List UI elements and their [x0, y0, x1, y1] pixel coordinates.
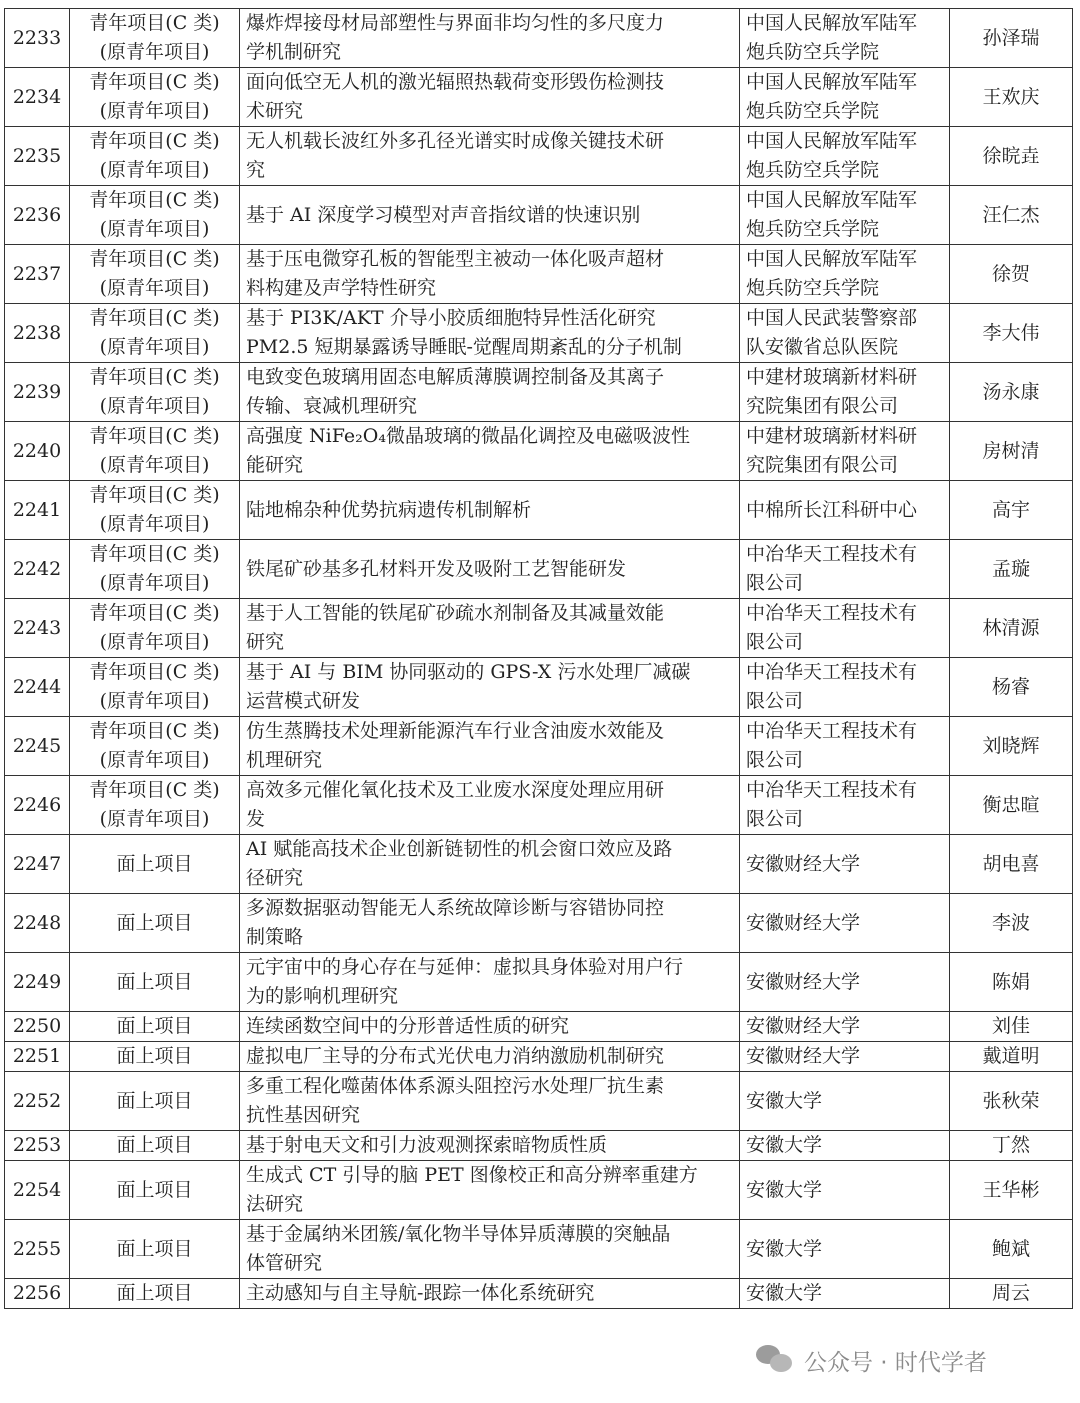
project-type [70, 599, 240, 658]
project-title-line: 基于 AI 深度学习模型对声音指纹谱的快速识别 [246, 203, 641, 226]
project-title [240, 894, 740, 953]
row-number: 2236 [5, 186, 70, 245]
table-row [5, 776, 1073, 835]
project-title-line: 制策略 [246, 926, 304, 948]
organization-line: 限公司 [746, 749, 804, 771]
project-title-line: 爆炸焊接母材局部塑性与界面非均匀性的多尺度力 [246, 12, 665, 34]
project-title-line: 高效多元催化氧化技术及工业废水深度处理应用研 [246, 779, 665, 801]
table-row [5, 127, 1073, 186]
project-type-line: 青年项目(C 类) [89, 779, 220, 801]
project-title [240, 245, 740, 304]
organization [740, 1042, 950, 1072]
project-type-line: 面上项目 [116, 1282, 193, 1304]
row-number: 2245 [5, 717, 70, 776]
organization-line: 安徽大学 [746, 1089, 823, 1112]
project-type [70, 894, 240, 953]
project-type-line: (原青年项目) [99, 454, 210, 476]
table-row [5, 1042, 1073, 1072]
applicant-name: 林清源 [950, 599, 1073, 658]
project-title [240, 1012, 740, 1042]
table-row [5, 1131, 1073, 1161]
project-type [70, 68, 240, 127]
organization-line: 中建材玻璃新材料研 [746, 425, 918, 447]
project-type [70, 422, 240, 481]
organization-line: 中国人民解放军陆军 [746, 248, 918, 270]
project-title-line: 法研究 [246, 1193, 304, 1215]
applicant-name: 王欢庆 [950, 68, 1073, 127]
row-number: 2240 [5, 422, 70, 481]
organization-line: 限公司 [746, 690, 804, 712]
project-type [70, 363, 240, 422]
row-number: 2238 [5, 304, 70, 363]
watermark [756, 1340, 987, 1380]
project-type-line: 青年项目(C 类) [89, 71, 220, 93]
project-type-line: 青年项目(C 类) [89, 484, 220, 506]
row-number: 2233 [5, 9, 70, 68]
organization-line: 安徽财经大学 [746, 1045, 861, 1067]
table-row [5, 186, 1073, 245]
project-title [240, 599, 740, 658]
organization-line: 队安徽省总队医院 [746, 336, 899, 358]
row-number: 2244 [5, 658, 70, 717]
project-title-line: 为的影响机理研究 [246, 985, 399, 1007]
table-row [5, 1012, 1073, 1042]
project-title-line: 术研究 [246, 100, 304, 122]
project-title-line: 高强度 NiFe₂O₄微晶玻璃的微晶化调控及电磁吸波性 [246, 425, 690, 447]
project-title-line: 多源数据驱动智能无人系统故障诊断与容错协同控 [246, 897, 665, 919]
project-type [70, 776, 240, 835]
project-type [70, 658, 240, 717]
applicant-name: 陈娟 [950, 953, 1073, 1012]
project-title [240, 422, 740, 481]
project-title-line: 多重工程化噬菌体体系源头阻控污水处理厂抗生素 [246, 1075, 665, 1097]
project-title [240, 658, 740, 717]
project-type-line: 青年项目(C 类) [89, 130, 220, 152]
organization [740, 599, 950, 658]
project-type-line: 青年项目(C 类) [89, 543, 220, 565]
organization-line: 安徽财经大学 [746, 970, 861, 993]
project-type-line: (原青年项目) [99, 749, 210, 771]
applicant-name: 刘佳 [950, 1012, 1073, 1042]
organization [740, 68, 950, 127]
project-type-line: 面上项目 [116, 1134, 193, 1156]
project-type-line: 青年项目(C 类) [89, 307, 220, 329]
table-row [5, 717, 1073, 776]
organization-line: 中国人民解放军陆军 [746, 12, 918, 34]
project-title [240, 304, 740, 363]
organization-line: 中棉所长江科研中心 [746, 498, 918, 521]
project-title [240, 9, 740, 68]
project-title [240, 540, 740, 599]
project-title-line: 主动感知与自主导航-跟踪一体化系统研究 [246, 1282, 595, 1304]
wechat-icon [756, 1343, 796, 1377]
applicant-name: 徐晥垚 [950, 127, 1073, 186]
organization [740, 835, 950, 894]
project-type [70, 9, 240, 68]
table-row [5, 540, 1073, 599]
project-title-line: AI 赋能高技术企业创新链韧性的机会窗口效应及路 [246, 838, 673, 860]
project-type [70, 245, 240, 304]
project-title [240, 1161, 740, 1220]
project-title [240, 835, 740, 894]
organization [740, 658, 950, 717]
organization-line: 安徽财经大学 [746, 852, 861, 875]
organization-line: 炮兵防空兵学院 [746, 100, 880, 122]
applicant-name: 衡忠暄 [950, 776, 1073, 835]
table-row [5, 363, 1073, 422]
organization [740, 304, 950, 363]
organization [740, 1072, 950, 1131]
table-row [5, 1161, 1073, 1220]
project-type-line: (原青年项目) [99, 808, 210, 830]
project-title-line: 基于 PI3K/AKT 介导小胶质细胞特异性活化研究 [246, 307, 656, 329]
project-type-line: (原青年项目) [99, 690, 210, 712]
project-title [240, 68, 740, 127]
project-type-line: 青年项目(C 类) [89, 720, 220, 742]
organization-line: 中冶华天工程技术有 [746, 779, 918, 801]
applicant-name: 戴道明 [950, 1042, 1073, 1072]
project-title-line: 仿生蒸腾技术处理新能源汽车行业含油废水效能及 [246, 720, 665, 742]
table-row [5, 304, 1073, 363]
organization-line: 炮兵防空兵学院 [746, 159, 880, 181]
table-row [5, 658, 1073, 717]
project-title-line: 料构建及声学特性研究 [246, 277, 437, 299]
project-title [240, 776, 740, 835]
row-number: 2252 [5, 1072, 70, 1131]
applicant-name: 杨睿 [950, 658, 1073, 717]
table-row [5, 245, 1073, 304]
project-title-line: 连续函数空间中的分形普适性质的研究 [246, 1015, 570, 1037]
row-number: 2242 [5, 540, 70, 599]
project-title-line: 传输、衰减机理研究 [246, 395, 418, 417]
project-type [70, 540, 240, 599]
row-number: 2243 [5, 599, 70, 658]
organization-line: 安徽大学 [746, 1134, 823, 1156]
row-number: 2246 [5, 776, 70, 835]
project-type-line: (原青年项目) [99, 513, 210, 535]
project-title-line: 学机制研究 [246, 41, 342, 63]
organization [740, 1161, 950, 1220]
project-title-line: 电致变色玻璃用固态电解质薄膜调控制备及其离子 [246, 366, 665, 388]
row-number: 2241 [5, 481, 70, 540]
organization-line: 究院集团有限公司 [746, 454, 899, 476]
applicant-name: 王华彬 [950, 1161, 1073, 1220]
project-title-line: 基于人工智能的铁尾矿砂疏水剂制备及其减量效能 [246, 602, 665, 624]
organization-line: 炮兵防空兵学院 [746, 218, 880, 240]
table-row [5, 953, 1073, 1012]
project-type [70, 953, 240, 1012]
organization [740, 540, 950, 599]
organization-line: 中建材玻璃新材料研 [746, 366, 918, 388]
applicant-name: 刘晓辉 [950, 717, 1073, 776]
project-title [240, 1072, 740, 1131]
project-type-line: 青年项目(C 类) [89, 248, 220, 270]
project-title-line: PM2.5 短期暴露诱导睡眠-觉醒周期紊乱的分子机制 [246, 336, 682, 358]
organization-line: 中冶华天工程技术有 [746, 720, 918, 742]
project-type-line: 面上项目 [116, 852, 193, 875]
organization-line: 限公司 [746, 631, 804, 653]
project-type-line: (原青年项目) [99, 100, 210, 122]
project-type-line: 青年项目(C 类) [89, 661, 220, 683]
project-title [240, 1042, 740, 1072]
applicant-name: 高宇 [950, 481, 1073, 540]
project-title-line: 抗性基因研究 [246, 1104, 361, 1126]
organization-line: 炮兵防空兵学院 [746, 277, 880, 299]
organization-line: 安徽财经大学 [746, 911, 861, 934]
organization-line: 中冶华天工程技术有 [746, 661, 918, 683]
applicant-name: 汪仁杰 [950, 186, 1073, 245]
project-type [70, 1220, 240, 1279]
project-title-line: 机理研究 [246, 749, 323, 771]
row-number: 2248 [5, 894, 70, 953]
project-type [70, 835, 240, 894]
organization-line: 炮兵防空兵学院 [746, 41, 880, 63]
project-type-line: 面上项目 [116, 911, 193, 934]
project-type [70, 1042, 240, 1072]
project-title [240, 953, 740, 1012]
organization [740, 717, 950, 776]
row-number: 2253 [5, 1131, 70, 1161]
project-type-line: 青年项目(C 类) [89, 602, 220, 624]
project-title-line: 发 [246, 808, 266, 830]
applicant-name: 胡电喜 [950, 835, 1073, 894]
project-type [70, 186, 240, 245]
project-type-line: 青年项目(C 类) [89, 425, 220, 447]
row-number: 2254 [5, 1161, 70, 1220]
project-title-line: 运营模式研发 [246, 690, 361, 712]
applicant-name: 鲍斌 [950, 1220, 1073, 1279]
project-type [70, 481, 240, 540]
project-type-line: 青年项目(C 类) [89, 189, 220, 211]
row-number: 2235 [5, 127, 70, 186]
project-type [70, 1131, 240, 1161]
applicant-name: 房树清 [950, 422, 1073, 481]
project-title-line: 径研究 [246, 867, 304, 889]
project-title [240, 1220, 740, 1279]
project-type-line: 面上项目 [116, 1237, 193, 1260]
organization [740, 127, 950, 186]
applicant-name: 李波 [950, 894, 1073, 953]
table-row [5, 599, 1073, 658]
project-type-line: (原青年项目) [99, 41, 210, 63]
project-type-line: 青年项目(C 类) [89, 366, 220, 388]
table-row [5, 9, 1073, 68]
organization [740, 481, 950, 540]
organization [740, 1220, 950, 1279]
project-title-line: 体管研究 [246, 1252, 323, 1274]
organization-line: 安徽大学 [746, 1237, 823, 1260]
table-row [5, 894, 1073, 953]
table-row [5, 1072, 1073, 1131]
organization-line: 中国人民解放军陆军 [746, 189, 918, 211]
table-row [5, 1220, 1073, 1279]
row-number: 2247 [5, 835, 70, 894]
organization-line: 究院集团有限公司 [746, 395, 899, 417]
row-number: 2256 [5, 1279, 70, 1309]
project-table [4, 8, 1073, 1309]
project-type-line: 面上项目 [116, 1015, 193, 1037]
applicant-name: 李大伟 [950, 304, 1073, 363]
organization-line: 中国人民解放军陆军 [746, 130, 918, 152]
project-type-line: 面上项目 [116, 1089, 193, 1112]
applicant-name: 周云 [950, 1279, 1073, 1309]
applicant-name: 丁然 [950, 1131, 1073, 1161]
applicant-name: 汤永康 [950, 363, 1073, 422]
project-title-line: 元宇宙中的身心存在与延伸：虚拟具身体验对用户行 [246, 956, 684, 978]
project-title-line: 虚拟电厂主导的分布式光伏电力消纳激励机制研究 [246, 1045, 665, 1067]
project-title-line: 基于金属纳米团簇/氧化物半导体异质薄膜的突触晶 [246, 1223, 671, 1245]
project-type-line: (原青年项目) [99, 395, 210, 417]
project-title [240, 186, 740, 245]
project-title-line: 基于压电微穿孔板的智能型主被动一体化吸声超材 [246, 248, 665, 270]
organization [740, 245, 950, 304]
project-type [70, 1072, 240, 1131]
table-row [5, 835, 1073, 894]
project-type-line: (原青年项目) [99, 336, 210, 358]
organization-line: 中国人民武装警察部 [746, 307, 918, 329]
project-title [240, 717, 740, 776]
project-type [70, 127, 240, 186]
organization [740, 1012, 950, 1042]
project-type-line: 青年项目(C 类) [89, 12, 220, 34]
project-title [240, 1131, 740, 1161]
project-title [240, 127, 740, 186]
organization [740, 776, 950, 835]
applicant-name: 徐贺 [950, 245, 1073, 304]
organization [740, 1131, 950, 1161]
row-number: 2251 [5, 1042, 70, 1072]
project-type [70, 717, 240, 776]
organization-line: 中冶华天工程技术有 [746, 602, 918, 624]
table-body [5, 9, 1073, 1309]
project-type [70, 1279, 240, 1309]
project-title-line: 面向低空无人机的激光辐照热载荷变形毁伤检测技 [246, 71, 665, 93]
project-type-line: (原青年项目) [99, 159, 210, 181]
organization-line: 限公司 [746, 572, 804, 594]
organization-line: 安徽大学 [746, 1282, 823, 1304]
organization [740, 422, 950, 481]
organization [740, 1279, 950, 1309]
watermark-text: 公众号 · 时代学者 [804, 1349, 987, 1376]
project-type [70, 1012, 240, 1042]
project-title-line: 基于射电天文和引力波观测探索暗物质性质 [246, 1134, 608, 1156]
project-type-line: (原青年项目) [99, 631, 210, 653]
organization-line: 安徽财经大学 [746, 1015, 861, 1037]
organization-line: 限公司 [746, 808, 804, 830]
table-row [5, 1279, 1073, 1309]
organization [740, 186, 950, 245]
organization [740, 894, 950, 953]
table-row [5, 481, 1073, 540]
organization [740, 9, 950, 68]
project-type-line: 面上项目 [116, 1178, 193, 1201]
project-title-line: 陆地棉杂种优势抗病遗传机制解析 [246, 498, 532, 521]
row-number: 2234 [5, 68, 70, 127]
organization-line: 中国人民解放军陆军 [746, 71, 918, 93]
project-type-line: (原青年项目) [99, 277, 210, 299]
applicant-name: 孟璇 [950, 540, 1073, 599]
project-title-line: 生成式 CT 引导的脑 PET 图像校正和高分辨率重建方 [246, 1164, 698, 1186]
project-type-line: 面上项目 [116, 970, 193, 993]
organization [740, 363, 950, 422]
project-type-line: (原青年项目) [99, 218, 210, 240]
organization-line: 中冶华天工程技术有 [746, 543, 918, 565]
project-title-line: 究 [246, 159, 266, 181]
project-title-line: 能研究 [246, 454, 304, 476]
project-title-line: 研究 [246, 631, 285, 653]
organization [740, 953, 950, 1012]
table-row [5, 422, 1073, 481]
organization-line: 安徽大学 [746, 1178, 823, 1201]
project-title [240, 481, 740, 540]
row-number: 2250 [5, 1012, 70, 1042]
row-number: 2237 [5, 245, 70, 304]
row-number: 2255 [5, 1220, 70, 1279]
project-type-line: (原青年项目) [99, 572, 210, 594]
applicant-name: 张秋荣 [950, 1072, 1073, 1131]
table-row [5, 68, 1073, 127]
row-number: 2239 [5, 363, 70, 422]
row-number: 2249 [5, 953, 70, 1012]
project-title [240, 363, 740, 422]
project-title [240, 1279, 740, 1309]
project-type [70, 1161, 240, 1220]
project-type [70, 304, 240, 363]
applicant-name: 孙泽瑞 [950, 9, 1073, 68]
project-type-line: 面上项目 [116, 1045, 193, 1067]
project-title-line: 铁尾矿砂基多孔材料开发及吸附工艺智能研发 [246, 557, 627, 580]
project-title-line: 无人机载长波红外多孔径光谱实时成像关键技术研 [246, 130, 665, 152]
project-title-line: 基于 AI 与 BIM 协同驱动的 GPS-X 污水处理厂减碳 [246, 661, 691, 683]
